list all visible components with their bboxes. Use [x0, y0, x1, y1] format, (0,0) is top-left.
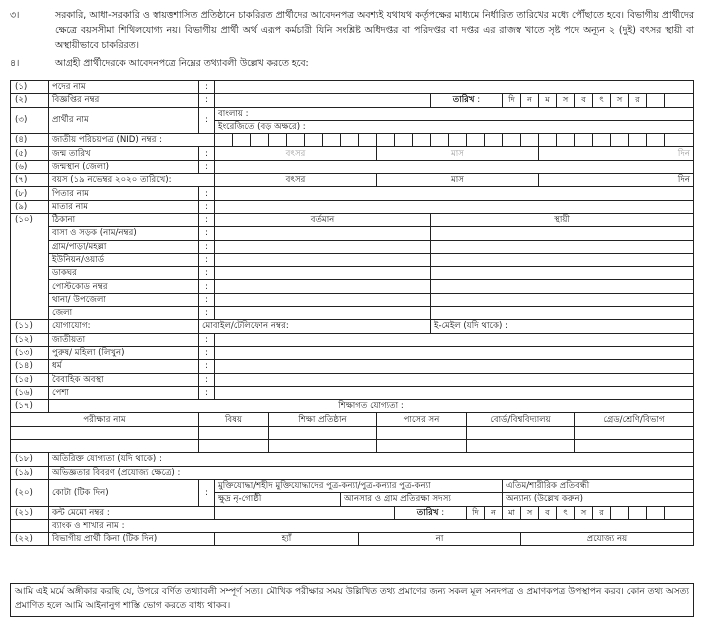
date-cell-spare[interactable]	[629, 506, 647, 519]
mobile-label: মোবাইল/টেলিফোন নম্বর:	[202, 321, 289, 332]
experience-label: অভিজ্ঞতার বিবরণ (প্রযোজ্য ক্ষেত্রে) :	[52, 467, 181, 478]
row-additional-qualification	[11, 453, 694, 466]
serial-20: (২০)	[11, 479, 49, 506]
nid-cell[interactable]	[305, 134, 323, 147]
nid-cell[interactable]	[251, 134, 269, 147]
birth-year-field[interactable]: বৎসর	[215, 147, 377, 160]
date-cell[interactable]: ন	[485, 506, 503, 519]
birth-date-label: জন্ম তারিখ	[49, 147, 199, 160]
exam-name-cell[interactable]	[11, 426, 199, 439]
experience-field[interactable]	[49, 466, 694, 479]
serial-2: (২)	[11, 94, 49, 107]
serial-17: (১৭)	[11, 400, 49, 413]
nid-cell[interactable]	[341, 134, 359, 147]
circular-number-label: বিজ্ঞপ্তির নম্বর	[49, 94, 199, 107]
colon: :	[199, 293, 215, 306]
subject-cell[interactable]	[199, 440, 269, 453]
address-district-label: জেলা	[49, 307, 199, 320]
father-name-label: পিতার নাম	[49, 187, 199, 200]
row-address-house	[11, 227, 694, 240]
address-village-label: গ্রাম/পাড়া/মহল্লা	[49, 240, 199, 253]
colon: :	[199, 267, 215, 280]
date-cell[interactable]: ৎ	[593, 94, 611, 107]
additional-qualification-field[interactable]	[49, 453, 694, 466]
religion-label: ধর্ম	[49, 360, 199, 373]
colon: :	[199, 187, 215, 200]
permanent-village-field[interactable]	[431, 240, 694, 253]
age-day-field[interactable]: দিন	[539, 174, 694, 187]
address-label: ঠিকানা	[49, 213, 199, 226]
exam-name-header: পরীক্ষার নাম	[11, 413, 199, 426]
permanent-district-field[interactable]	[431, 307, 694, 320]
row-address-village	[11, 240, 694, 253]
nid-cell[interactable]	[593, 134, 611, 147]
row-circular-number	[11, 94, 694, 107]
row-mother-name	[11, 200, 694, 213]
colon: :	[199, 333, 215, 346]
application-form-table	[10, 80, 694, 546]
row-address-header	[11, 213, 694, 226]
date-cell[interactable]: ম	[539, 94, 557, 107]
present-postcode-field[interactable]	[215, 280, 431, 293]
nid-cell[interactable]	[539, 134, 557, 147]
mother-name-field[interactable]	[215, 200, 694, 213]
nid-cell[interactable]	[287, 134, 305, 147]
institution-cell[interactable]	[269, 440, 377, 453]
serial-16: (১৬)	[11, 386, 49, 399]
colon: :	[199, 280, 215, 293]
nid-label: জাতীয় পরিচয়পত্র (NID) নম্বর :	[49, 134, 215, 147]
option-not-applicable[interactable]: প্রযোজ্য নয়	[521, 533, 694, 546]
payment-number-label: কন্ট মেমো নম্বর :	[49, 506, 215, 519]
serial-12: (১২)	[11, 333, 49, 346]
nid-cell[interactable]	[521, 134, 539, 147]
circular-date-label: তারিখ :	[431, 94, 503, 107]
father-name-field[interactable]	[215, 187, 694, 200]
nid-cell[interactable]	[377, 134, 395, 147]
nid-cell[interactable]	[395, 134, 413, 147]
colon: :	[199, 160, 215, 173]
nid-cell[interactable]	[233, 134, 251, 147]
serial-11: (১১)	[11, 320, 49, 333]
nid-cell[interactable]	[431, 134, 449, 147]
date-cell[interactable]: ব	[539, 506, 557, 519]
post-name-label: পদের নাম	[49, 81, 199, 94]
name-english-field[interactable]	[215, 120, 694, 133]
nationality-field[interactable]	[215, 333, 694, 346]
row-experience	[11, 466, 694, 479]
colon: :	[199, 253, 215, 266]
present-village-field[interactable]	[215, 240, 431, 253]
row-payment	[11, 506, 694, 519]
nid-cell[interactable]	[557, 134, 575, 147]
row-address-post-office	[11, 267, 694, 280]
circular-number-field[interactable]	[215, 94, 431, 107]
departmental-candidate-label: বিভাগীয় প্রার্থী কিনা (টিক দিন)	[49, 533, 215, 546]
option-no[interactable]: না	[359, 533, 521, 546]
nid-cell[interactable]	[359, 134, 377, 147]
colon: :	[199, 227, 215, 240]
date-cell[interactable]: স	[557, 94, 575, 107]
row-birth-date	[11, 147, 694, 160]
serial-18: (১৮)	[11, 453, 49, 466]
permanent-upazila-field[interactable]	[431, 293, 694, 306]
nid-cell[interactable]	[323, 134, 341, 147]
serial-9: (৯)	[11, 200, 49, 213]
passing-year-cell[interactable]	[377, 440, 467, 453]
serial-5: (৫)	[11, 147, 49, 160]
nationality-label: জাতীয়তা	[49, 333, 199, 346]
date-cell[interactable]: র	[593, 506, 611, 519]
paragraph-4-number: ৪।	[10, 58, 20, 69]
colon: :	[199, 94, 215, 107]
row-education-headers	[11, 413, 694, 426]
payment-number-field[interactable]	[215, 506, 395, 519]
colon: :	[199, 147, 215, 160]
mobile-field[interactable]	[199, 320, 431, 333]
colon: :	[199, 386, 215, 399]
occupation-label: পেশা	[49, 386, 199, 399]
address-house-label: বাসা ও সড়ক (নাম/নম্বর)	[49, 227, 199, 240]
row-education-title	[11, 400, 694, 413]
grade-cell[interactable]	[575, 426, 694, 439]
quota-freedom-fighter-option[interactable]: মুক্তিযোদ্ধা/শহীদ মুক্তিযোদ্ধাদের পুত্র-কন্যা/পুত্র-কন্যার পুত্র-কন্যা	[215, 479, 503, 492]
permanent-union-field[interactable]	[431, 253, 694, 266]
nid-cell[interactable]	[575, 134, 593, 147]
present-district-field[interactable]	[215, 307, 431, 320]
date-cell[interactable]: ৎ	[557, 506, 575, 519]
row-contact	[11, 320, 694, 333]
serial-6: (৬)	[11, 160, 49, 173]
present-house-field[interactable]	[215, 227, 431, 240]
colon: :	[199, 107, 215, 134]
birth-day-field[interactable]: দিন	[539, 147, 694, 160]
row-address-union	[11, 253, 694, 266]
present-upazila-field[interactable]	[215, 293, 431, 306]
row-nationality	[11, 333, 694, 346]
subject-header: বিষয়	[199, 413, 269, 426]
paragraph-4-text: আগ্রহী প্রার্থীদেরকে আবেদনপত্রে নিম্নের তথ্যাবলী উল্লেখ করতে হবে:	[55, 58, 309, 69]
marital-status-label: বৈবাহিক অবস্থা	[49, 373, 199, 386]
date-cell[interactable]: স	[575, 506, 593, 519]
row-applicant-name-bangla	[11, 107, 694, 120]
colon: :	[199, 307, 215, 320]
gender-label: পুরুষ/ মহিলা (লিখুন)	[49, 346, 199, 359]
colon: :	[199, 373, 215, 386]
serial-3: (৩)	[11, 107, 49, 134]
option-yes[interactable]: হ্যাঁ	[215, 533, 359, 546]
birth-place-field[interactable]	[215, 160, 694, 173]
colon: :	[199, 240, 215, 253]
colon: :	[199, 346, 215, 359]
date-cell[interactable]: ব	[575, 94, 593, 107]
paragraph-3	[10, 8, 694, 53]
age-year-field[interactable]: বৎসর	[215, 174, 377, 187]
name-english-label: ইংরেজিতে (বড় অক্ষরে) :	[218, 122, 306, 133]
grade-header: গ্রেড/শ্রেণি/বিভাগ	[575, 413, 694, 426]
education-title: শিক্ষাগত যোগ্যতা :	[49, 400, 694, 413]
nid-cell[interactable]	[467, 134, 485, 147]
date-cell[interactable]: স	[611, 94, 629, 107]
row-departmental-candidate	[11, 533, 694, 546]
serial-13: (১৩)	[11, 346, 49, 359]
paragraph-3-number: ৩।	[10, 10, 20, 21]
institution-cell[interactable]	[269, 426, 377, 439]
serial-1: (১)	[11, 81, 49, 94]
occupation-field[interactable]	[215, 386, 694, 399]
quota-label: কোটা (টিক দিন)	[49, 479, 199, 506]
quota-other-option[interactable]: অন্যান্য (উল্লেখ করুন)	[503, 493, 694, 506]
nid-cell[interactable]	[647, 134, 665, 147]
row-gender	[11, 346, 694, 359]
row-bank	[11, 519, 694, 532]
paragraph-4	[10, 56, 694, 71]
date-cell-spare[interactable]	[665, 94, 694, 107]
row-address-upazila	[11, 293, 694, 306]
serial-8: (৮)	[11, 187, 49, 200]
present-address-header: বর্তমান	[215, 213, 431, 226]
row-address-district	[11, 307, 694, 320]
date-cell-spare[interactable]	[611, 506, 629, 519]
row-address-postcode	[11, 280, 694, 293]
address-union-label: ইউনিয়ন/ওয়ার্ড	[49, 253, 199, 266]
mother-name-label: মাতার নাম	[49, 200, 199, 213]
date-cell[interactable]: ন	[521, 94, 539, 107]
row-quota-1	[11, 479, 694, 492]
nid-cell[interactable]	[215, 134, 233, 147]
age-label: বয়স (১৯ নভেম্বর ২০২০ তারিখে):	[49, 174, 215, 187]
row-birth-place	[11, 160, 694, 173]
date-cell-spare[interactable]	[665, 506, 694, 519]
board-university-header: বোর্ড/বিশ্ববিদ্যালয়	[467, 413, 575, 426]
serial-19: (১৯)	[11, 466, 49, 479]
board-university-cell[interactable]	[467, 426, 575, 439]
gender-field[interactable]	[215, 346, 694, 359]
subject-cell[interactable]	[199, 426, 269, 439]
passing-year-header: পাসের সন	[377, 413, 467, 426]
serial-4: (৪)	[11, 134, 49, 147]
post-name-field[interactable]	[215, 81, 694, 94]
grade-cell[interactable]	[575, 440, 694, 453]
declaration-text: আমি এই মর্মে অঙ্গীকার করছি যে, উপরে বর্ণিত তথ্যাবলী সম্পূর্ণ সত্য। মৌখিক পরীক্ষার সময় উল্লিখিত তথ্য প্রমাণের জন্য সকল মূল সনদপত্র ও প্রমাণকপত্র উপস্থাপন করব। কোন তথ্য অসত্য প্রমাণিত হলে আমি আইনানুগ শাস্তি ভোগ করতে বাধ্য থাকব।	[10, 583, 694, 617]
row-marital-status	[11, 373, 694, 386]
address-post-office-label: ডাকঘর	[49, 267, 199, 280]
date-cell[interactable]: দি	[467, 506, 485, 519]
date-cell[interactable]: দি	[503, 94, 521, 107]
row-occupation	[11, 386, 694, 399]
payment-date-text: তারিখ	[416, 507, 439, 518]
row-religion	[11, 360, 694, 373]
contact-label: যোগাযোগ:	[49, 320, 199, 333]
date-cell[interactable]: স	[521, 506, 539, 519]
name-bangla-field[interactable]	[215, 107, 694, 120]
applicant-name-label: প্রার্থীর নাম	[49, 107, 199, 134]
address-postcode-label: পোস্টকোড নম্বর	[49, 280, 199, 293]
colon: :	[199, 200, 215, 213]
nid-cell[interactable]	[413, 134, 431, 147]
bank-branch-label: ব্যাংক ও শাখার নাম :	[52, 520, 125, 531]
quota-orphan-disabled-option[interactable]: এতিম/শারীরিক প্রতিবন্ধী	[503, 479, 694, 492]
email-field[interactable]	[431, 320, 694, 333]
row-nid	[11, 134, 694, 147]
institution-header: শিক্ষা প্রতিষ্ঠান	[269, 413, 377, 426]
row-father-name	[11, 187, 694, 200]
passing-year-cell[interactable]	[377, 426, 467, 439]
quota-ansar-vdp-option[interactable]: আনসার ও গ্রাম প্রতিরক্ষা সদস্য	[341, 493, 503, 506]
age-month-field[interactable]: মাস	[377, 174, 539, 187]
serial-blank	[11, 519, 49, 532]
nid-cell[interactable]	[629, 134, 647, 147]
birth-place-label: জন্মস্থান (জেলা)	[49, 160, 199, 173]
exam-name-cell[interactable]	[11, 440, 199, 453]
serial-15: (১৫)	[11, 373, 49, 386]
nid-cell[interactable]	[611, 134, 629, 147]
serial-10: (১০)	[11, 213, 49, 319]
nid-cell[interactable]	[269, 134, 287, 147]
colon: :	[199, 360, 215, 373]
date-cell-spare[interactable]	[647, 94, 665, 107]
paragraph-3-text: সরকারি, আধা-সরকারি ও স্বায়ত্তশাসিত প্রতিষ্ঠানে চাকরিরত প্রার্থীদের আবেদনপত্র অবশ্যই যথাযথ কর্তৃপক্ষের মাধ্যমে নির্ধারিত তারিখের মধ্যে পৌঁছাতে হবে। বিভাগীয় প্রার্থীদের ক্ষেত্রে বয়সসীমা শিথিলযোগ্য নয়। বিভাগীয় প্রার্থী অর্থ এরূপ কর্মচারী যিনি সংশ্লিষ্ট অধিদপ্তর বা পরিদপ্তর বা দপ্তর এর রাজস্ব খাতে সৃষ্ট পদে অন্যূন ২ (দুই) বৎসর স্থায়ী বা অস্থায়ীভাবে চাকরিরত।	[55, 10, 694, 51]
serial-7: (৭)	[11, 174, 49, 187]
quota-ethnic-minority-option[interactable]: ক্ষুদ্র নৃ-গোষ্ঠী	[215, 493, 341, 506]
date-cell-spare[interactable]	[647, 506, 665, 519]
serial-14: (১৪)	[11, 360, 49, 373]
name-bangla-label: বাংলায় :	[218, 108, 249, 119]
nid-cell[interactable]	[449, 134, 467, 147]
email-label: ই-মেইল (যদি থাকে) :	[434, 321, 508, 332]
row-education-entry	[11, 440, 694, 453]
marital-status-field[interactable]	[215, 373, 694, 386]
colon: :	[199, 213, 215, 226]
birth-month-field[interactable]: মাস	[377, 147, 539, 160]
row-education-entry	[11, 426, 694, 439]
religion-field[interactable]	[215, 360, 694, 373]
nid-cell[interactable]	[665, 134, 694, 147]
permanent-postcode-field[interactable]	[431, 280, 694, 293]
colon: :	[199, 81, 215, 94]
permanent-house-field[interactable]	[431, 227, 694, 240]
nid-cell[interactable]	[485, 134, 503, 147]
row-age	[11, 174, 694, 187]
payment-date-label: তারিখ :	[395, 506, 467, 519]
bank-branch-field[interactable]	[49, 519, 694, 532]
board-university-cell[interactable]	[467, 440, 575, 453]
date-label-text: তারিখ	[452, 95, 475, 106]
date-cell[interactable]: র	[629, 94, 647, 107]
address-upazila-label: থানা/ উপজেলা	[49, 293, 199, 306]
row-post-name	[11, 81, 694, 94]
serial-21: (২১)	[11, 506, 49, 519]
present-union-field[interactable]	[215, 253, 431, 266]
serial-22: (২২)	[11, 533, 49, 546]
nid-cell[interactable]	[503, 134, 521, 147]
permanent-address-header: স্থায়ী	[431, 213, 694, 226]
present-post-office-field[interactable]	[215, 267, 431, 280]
date-cell[interactable]: মা	[503, 506, 521, 519]
additional-qualification-label: অতিরিক্ত যোগ্যতা (যদি থাকে) :	[52, 454, 162, 465]
colon: :	[199, 479, 215, 506]
permanent-post-office-field[interactable]	[431, 267, 694, 280]
